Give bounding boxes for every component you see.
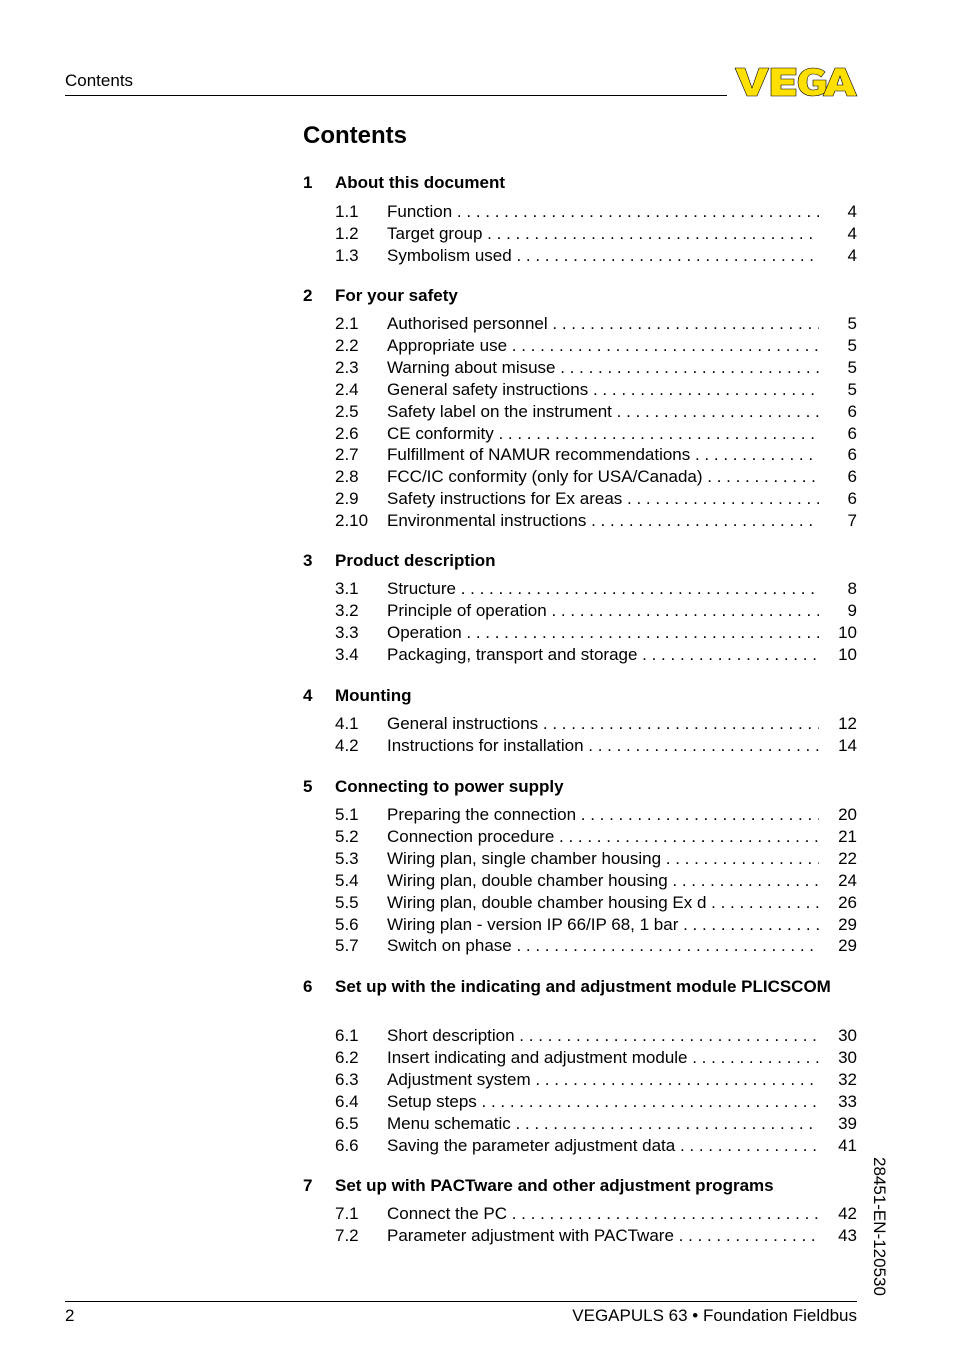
toc-entry-page: 4 [847,202,857,221]
toc-entry-number: 6.3 [335,1069,359,1089]
toc-entry-number: 4.2 [335,735,359,755]
toc-entry[interactable] [303,848,857,870]
toc-entry-page: 6 [847,401,857,421]
toc-entry-number: 1.3 [335,245,359,265]
toc-entry-title: Safety label on the instrument [387,401,612,421]
toc-entry-title: Packaging, transport and storage [387,644,638,664]
toc-entry-leader [387,1047,819,1069]
toc-entry-number: 7.1 [335,1204,359,1223]
toc-entry-page: 6 [847,467,857,487]
footer-page-number: 2 [65,1306,75,1325]
toc-entry[interactable] [303,892,857,914]
toc-section-number: 3 [303,551,313,570]
toc-entry-page: 4 [847,223,857,243]
toc-entry-leader [387,510,819,532]
toc-entry[interactable] [303,935,857,957]
toc-entry[interactable] [303,826,857,848]
toc-entry-title: Wiring plan, single chamber housing [387,848,662,868]
toc-entry-number: 2.6 [335,423,359,443]
toc-entry-page: 26 [838,892,857,912]
toc-entry[interactable] [303,1225,857,1247]
toc-entry-title: CE conformity [387,423,494,443]
toc-entry-number: 7.2 [335,1225,359,1245]
toc-entry-title: Safety instructions for Ex areas [387,489,623,509]
toc-entry-title: Warning about misuse [387,357,556,377]
toc-section-title: For your safety [335,286,458,305]
toc-entry[interactable] [303,1135,857,1157]
toc-entry-leader [387,1091,819,1113]
toc-entry-title: General safety instructions [387,379,589,399]
toc-entry-title: Switch on phase [387,936,512,956]
toc-entry-leader [387,713,819,735]
toc-entry-leader [387,444,819,466]
toc-entry[interactable] [303,510,857,532]
toc-section-title: Mounting [335,686,412,705]
toc-entry-number: 6.1 [335,1026,359,1045]
toc-entry-leader [387,335,819,357]
toc-entry-leader [387,1203,819,1225]
toc-section-number: 4 [303,686,313,705]
toc-entry-title: Adjustment system [387,1069,531,1089]
toc-entry-number: 5.3 [335,848,359,868]
toc-section-number: 1 [303,173,313,192]
toc-entry-leader [387,1025,819,1047]
toc-entry-number: 3.3 [335,622,359,642]
toc-entry-number: 2.8 [335,467,359,487]
toc-entry-leader [387,914,819,936]
toc-entry-page: 5 [847,335,857,355]
toc-entry[interactable] [303,870,857,892]
toc-entry[interactable] [303,578,857,600]
toc-entry[interactable] [303,223,857,245]
toc-entry-title: Menu schematic [387,1113,511,1133]
toc-entry[interactable] [303,379,857,401]
toc-entry-leader [387,870,819,892]
running-header: Contents [65,71,134,90]
toc-entry-page: 6 [847,445,857,465]
toc-entry-title: Setup steps [387,1091,477,1111]
toc-entry[interactable] [303,357,857,379]
toc-entry-title: Connection procedure [387,826,555,846]
toc-entry-leader [387,600,819,622]
toc-entry[interactable] [303,201,857,223]
toc-entry-title: Parameter adjustment with PACTware [387,1225,674,1245]
toc-entry-title: Fulfillment of NAMUR recommendations [387,445,691,465]
toc-entry-page: 10 [838,644,857,664]
toc-entry-number: 2.2 [335,335,359,355]
toc-entry-title: Wiring plan - version IP 66/IP 68, 1 bar [387,914,679,934]
toc-entry-title: Short description [387,1026,515,1045]
toc-section-number: 6 [303,977,313,996]
toc-entry-page: 39 [838,1113,857,1133]
toc-entry-number: 6.5 [335,1113,359,1133]
document-code: 28451-EN-120530 [870,1157,889,1296]
footer-rule [65,1301,857,1302]
toc-entry-title: Target group [387,223,483,243]
toc-entry-leader [387,1113,819,1135]
toc-entry-number: 2.10 [335,511,369,531]
toc-entry[interactable] [303,914,857,936]
toc-entry-page: 33 [838,1091,857,1111]
toc-entry[interactable] [303,1025,857,1047]
toc-entry[interactable] [303,335,857,357]
toc-entry-leader [387,357,819,379]
toc-entry-leader [387,848,819,870]
toc-entry-leader [387,1135,819,1157]
page-title: Contents [303,122,407,149]
toc-entry-page: 20 [838,805,857,824]
toc-entry-number: 1.2 [335,223,359,243]
toc-entry-leader [387,804,819,826]
toc-entry-page: 42 [838,1204,857,1223]
toc-entry[interactable] [303,600,857,622]
toc-entry-number: 1.1 [335,202,359,221]
toc-entry-title: Wiring plan, double chamber housing [387,870,668,890]
toc-entry-page: 30 [838,1047,857,1067]
toc-section-title: Set up with the indicating and adjustment module PLICSCOM [335,977,831,996]
toc-entry-page: 30 [838,1026,857,1045]
toc-entry-number: 2.7 [335,445,359,465]
toc-entry-page: 43 [838,1225,857,1245]
toc-entry-title: Saving the parameter adjustment data [387,1135,676,1155]
toc-entry-leader [387,488,819,510]
toc-entry-leader [387,313,819,335]
toc-entry-title: Preparing the connection [387,805,577,824]
toc-entry-page: 29 [838,936,857,956]
toc-entry-leader [387,466,819,488]
toc-entry-page: 41 [838,1135,857,1155]
toc-entry-title: Insert indicating and adjustment module [387,1047,688,1067]
toc-entry-number: 3.4 [335,644,359,664]
toc-entry-page: 10 [838,622,857,642]
toc-entry-page: 21 [838,826,857,846]
toc-entry-title: Connect the PC [387,1204,508,1223]
toc-entry-title: Function [387,202,453,221]
toc-entry-title: Appropriate use [387,335,508,355]
toc-entry-number: 3.2 [335,600,359,620]
toc-entry-number: 6.6 [335,1135,359,1155]
toc-entry-page: 8 [847,579,857,598]
toc-entry-number: 2.5 [335,401,359,421]
toc-entry-title: FCC/IC conformity (only for USA/Canada) [387,467,703,487]
toc-entry-title: Wiring plan, double chamber housing Ex d [387,892,707,912]
toc-entry-page: 24 [838,870,857,890]
toc-entry-number: 2.1 [335,314,359,333]
toc-entry-leader [387,423,819,445]
toc-entry[interactable] [303,1113,857,1135]
toc-entry-number: 5.5 [335,892,359,912]
toc-entry[interactable] [303,1047,857,1069]
footer-document-title: VEGAPULS 63 • Foundation Fieldbus [572,1306,857,1325]
toc-entry[interactable] [303,313,857,335]
toc-entry-title: Instructions for installation [387,735,584,755]
toc-entry-page: 5 [847,379,857,399]
toc-entry[interactable] [303,622,857,644]
toc-entry-number: 4.1 [335,714,359,733]
toc-section-number: 7 [303,1176,313,1195]
toc-entry-page: 5 [847,314,857,333]
toc-entry[interactable] [303,713,857,735]
toc-entry-number: 5.6 [335,914,359,934]
toc-entry-page: 6 [847,423,857,443]
toc-section-title: About this document [335,173,505,192]
toc-entry[interactable] [303,444,857,466]
toc-entry-leader [387,401,819,423]
toc-entry[interactable] [303,804,857,826]
toc-entry-leader [387,892,819,914]
header-rule [65,95,727,96]
toc-entry-leader [387,578,819,600]
toc-entry-page: 4 [847,245,857,265]
toc-entry-leader [387,245,819,267]
toc-entry-page: 12 [838,714,857,733]
toc-section-number: 2 [303,286,313,305]
toc-entry-page: 32 [838,1069,857,1089]
toc-entry[interactable] [303,423,857,445]
toc-entry-number: 2.9 [335,489,359,509]
toc-entry[interactable] [303,1069,857,1091]
toc-entry[interactable] [303,401,857,423]
toc-entry-leader [387,735,819,757]
toc-entry[interactable] [303,1091,857,1113]
toc-entry-number: 6.2 [335,1047,359,1067]
toc-entry-page: 22 [838,848,857,868]
toc-entry-leader [387,201,819,223]
toc-entry-number: 5.4 [335,870,359,890]
toc-entry[interactable] [303,1203,857,1225]
toc-entry[interactable] [303,245,857,267]
toc-entry-page: 5 [847,357,857,377]
toc-entry-title: Symbolism used [387,245,512,265]
toc-entry-page: 14 [838,735,857,755]
toc-entry-page: 6 [847,489,857,509]
toc-entry-leader [387,1225,819,1247]
toc-entry-page: 7 [847,511,857,531]
toc-entry[interactable] [303,735,857,757]
toc-entry-leader [387,826,819,848]
toc-entry-number: 5.1 [335,805,359,824]
toc-entry-number: 5.7 [335,936,359,956]
toc-entry-title: Authorised personnel [387,314,548,333]
toc-entry-title: Principle of operation [387,600,547,620]
toc-entry-title: General instructions [387,714,539,733]
toc-entry-leader [387,644,819,666]
toc-entry-title: Structure [387,579,456,598]
toc-entry-leader [387,1069,819,1091]
toc-entry-page: 9 [847,600,857,620]
vega-logo [734,66,858,98]
toc-entry-leader [387,622,819,644]
toc-entry-number: 6.4 [335,1091,359,1111]
toc-entry-number: 5.2 [335,826,359,846]
toc-entry[interactable] [303,488,857,510]
toc-entry[interactable] [303,466,857,488]
toc-entry[interactable] [303,644,857,666]
toc-entry-leader [387,223,819,245]
toc-section-title: Set up with PACTware and other adjustment programs [335,1176,774,1195]
toc-entry-number: 2.4 [335,379,359,399]
toc-section-title: Product description [335,551,496,570]
toc-entry-leader [387,935,819,957]
toc-section-number: 5 [303,777,313,796]
toc-entry-title: Operation [387,622,462,642]
toc-entry-number: 3.1 [335,579,359,598]
toc-entry-number: 2.3 [335,357,359,377]
toc-entry-title: Environmental instructions [387,511,587,531]
toc-section-title: Connecting to power supply [335,777,564,796]
toc-entry-leader [387,379,819,401]
toc-entry-page: 29 [838,914,857,934]
